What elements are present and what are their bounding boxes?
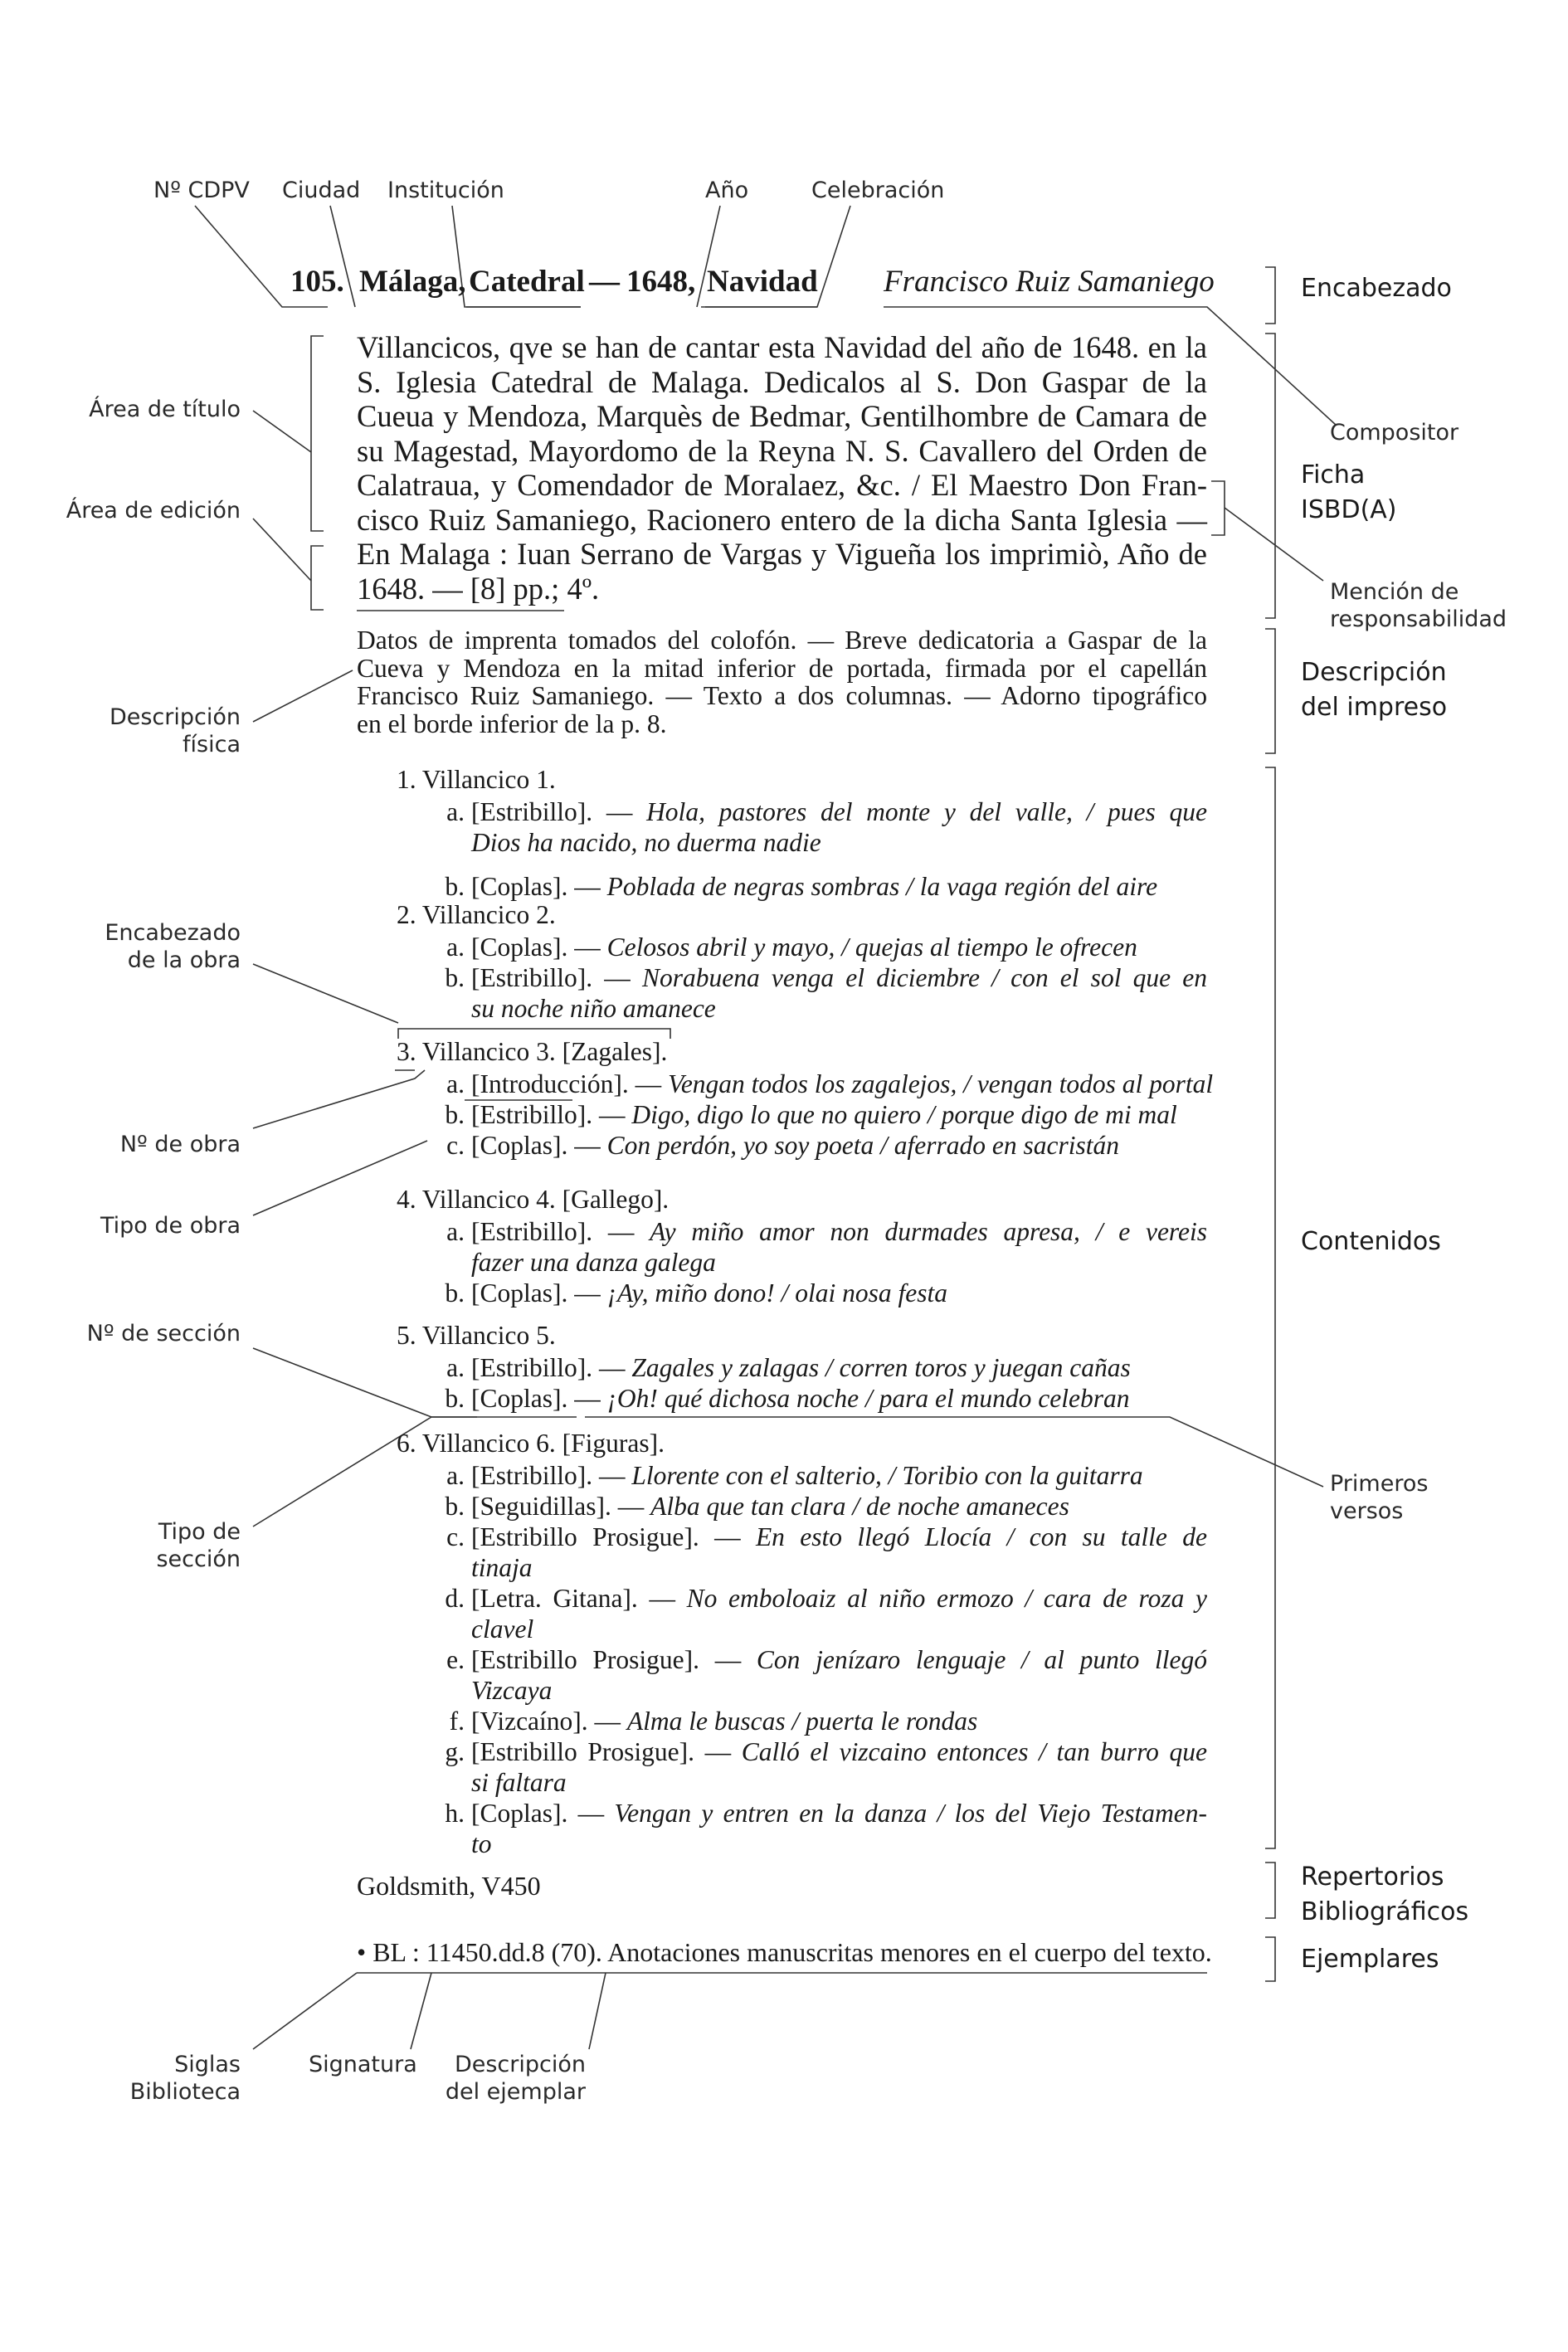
isbd-line: S. Iglesia Catedral de Malaga. Dedicalos al S. Don Gaspar de la: [357, 364, 1207, 399]
isbd-line: En Malaga : Iuan Serrano de Vargas y Vigueña los imprimiò, Año de: [357, 537, 1207, 571]
section-contenidos: Contenidos: [1301, 1227, 1441, 1256]
section-letter: a.: [446, 1217, 465, 1246]
label-mencion-1: Mención de: [1330, 579, 1459, 605]
section-line: [471, 1798, 1207, 1829]
shelfmark: 11450.dd.8 (70).: [426, 1937, 602, 1967]
section-line: [471, 1552, 1207, 1583]
section-type: [Estribillo]. —: [471, 963, 631, 992]
section-item: [431, 962, 1207, 1024]
label-primeros-1: Primeros: [1330, 1471, 1429, 1497]
section-item: [431, 1706, 1207, 1736]
bracket-area-titulo: [311, 336, 324, 531]
connector-signatura: [411, 1973, 431, 2049]
label-primeros-2: versos: [1330, 1498, 1404, 1524]
section-type: [Estribillo Prosigue]. —: [471, 1522, 741, 1551]
physical-line: en el borde inferior de la p. 8.: [357, 709, 667, 738]
first-verse: En esto llegó Llocía / con su talle de: [755, 1522, 1207, 1551]
label-siglas-2: Biblioteca: [129, 2079, 241, 2105]
section-item: [431, 1069, 1214, 1099]
first-verse: Vizcaya: [471, 1676, 553, 1705]
section-letter: h.: [445, 1799, 465, 1828]
label-tipo-obra: Tipo de obra: [100, 1213, 241, 1239]
first-verse: tinaja: [471, 1553, 533, 1582]
first-verse: Alma le buscas / puerta le rondas: [626, 1707, 978, 1736]
section-letter: b.: [445, 1384, 465, 1413]
section-line: [471, 1706, 1207, 1736]
section-item: [431, 1130, 1207, 1161]
first-verse: to: [471, 1829, 492, 1858]
label-desc-fisica-2: física: [183, 732, 241, 757]
section-item: [431, 1099, 1207, 1130]
label-signatura: Signatura: [309, 2052, 417, 2077]
first-verse: Vengan y entren en la danza / los del Viejo Testamen-: [614, 1799, 1207, 1828]
section-line: [471, 1583, 1207, 1614]
label-anio: Año: [705, 178, 749, 203]
section-letter: a.: [446, 1353, 465, 1382]
label-desc-ejemplar-2: del ejemplar: [445, 2079, 586, 2105]
section-repertorios-1: Repertorios: [1301, 1863, 1444, 1892]
first-verse: Ay miño amor non durmades apresa, / e vereis: [650, 1217, 1208, 1246]
section-letter: b.: [445, 872, 465, 901]
section-item: [431, 1460, 1207, 1491]
section-type: [Coplas]. —: [471, 1384, 601, 1413]
connector-area-edicion: [253, 519, 311, 581]
section-type: [Coplas]. —: [471, 1799, 605, 1828]
section-type: [Estribillo Prosigue]. —: [471, 1645, 742, 1674]
first-verse: Con jenízaro lenguaje / al punto llegó: [756, 1645, 1208, 1674]
section-item: [431, 1352, 1207, 1383]
section-line: [471, 1383, 1207, 1414]
section-line: [471, 932, 1207, 962]
first-verse: ¡Ay, miño dono! / olai nosa festa: [606, 1278, 947, 1307]
section-item: [431, 1522, 1207, 1583]
connector-desc-fisica: [253, 670, 353, 722]
section-letter: b.: [445, 1278, 465, 1307]
section-type: [Estribillo]. —: [471, 797, 633, 826]
isbd-line: Calatraua, y Comendador de Moralaez, &c. / El Maestro Don Fran-: [357, 468, 1207, 502]
label-ciudad: Ciudad: [282, 178, 361, 203]
label-enc-obra-2: de la obra: [127, 947, 241, 973]
section-item: [431, 871, 1207, 902]
section-letter: c.: [446, 1131, 465, 1160]
isbd-line: Cueua y Mendoza, Marquès de Bedmar, Gentilhombre de Camara de: [357, 399, 1207, 433]
first-verse: Calló el vizcaino entonces / tan burro que: [741, 1737, 1207, 1766]
label-mencion-2: responsabilidad: [1330, 606, 1507, 632]
section-line: [471, 1278, 1207, 1308]
section-type: [Introducción]. —: [471, 1069, 662, 1098]
header-celebration: Navidad: [707, 265, 818, 299]
header-composer: Francisco Ruiz Samaniego: [884, 265, 1215, 299]
section-type: [Seguidillas]. —: [471, 1492, 645, 1521]
isbd-line: 1648. — [8] pp.; 4º.: [357, 571, 600, 606]
section-letter: b.: [445, 1100, 465, 1129]
section-type: [Estribillo]. —: [471, 1461, 626, 1490]
header-institution: Catedral: [469, 265, 585, 299]
work-heading: 1. Villancico 1.: [397, 765, 556, 794]
isbd-line: Villancicos, qve se han de cantar esta Navidad del año de 1648. en la: [357, 330, 1207, 364]
header-number: 105.: [290, 265, 344, 299]
connector-n-obra: [253, 1070, 425, 1128]
section-type: [Coplas]. —: [471, 1131, 601, 1160]
copy-description: Anotaciones manuscritas menores en el cuerpo del texto.: [607, 1937, 1212, 1967]
first-verse: Con perdón, yo soy poeta / aferrado en sacristán: [606, 1131, 1120, 1160]
section-letter: a.: [446, 797, 465, 826]
section-line: [471, 1099, 1207, 1130]
first-verse: Dios ha nacido, no duerma nadie: [471, 828, 821, 857]
first-verse: su noche niño amanece: [471, 994, 716, 1023]
section-line: [471, 1069, 1214, 1099]
bracket-ficha: [1265, 334, 1275, 618]
section-type: [Coplas]. —: [471, 1278, 601, 1307]
first-verse: Poblada de negras sombras / la vaga región del aire: [606, 872, 1158, 901]
section-letter: c.: [446, 1522, 465, 1551]
section-descripcion-2: del impreso: [1301, 693, 1448, 722]
label-siglas-1: Siglas: [174, 2052, 241, 2077]
first-verse: Digo, digo lo que no quiero / porque digo de mi mal: [631, 1100, 1177, 1129]
section-line: [471, 1614, 1207, 1644]
bracket-ejemplares: [1265, 1937, 1275, 1981]
section-line: [471, 1491, 1207, 1522]
first-verse: si faltara: [471, 1768, 567, 1797]
bracket-descripcion: [1265, 629, 1275, 753]
label-desc-fisica-1: Descripción: [109, 704, 241, 730]
section-line: [471, 962, 1207, 993]
work-heading: 6. Villancico 6. [Figuras].: [397, 1429, 665, 1458]
physical-line: Francisco Ruiz Samaniego. — Texto a dos columnas. — Adorno tipográfico: [357, 681, 1207, 710]
connector-area-titulo: [253, 411, 311, 452]
section-line: [471, 871, 1207, 902]
bracket-encabezado: [1265, 267, 1275, 324]
work-heading: 3. Villancico 3. [Zagales].: [397, 1037, 668, 1066]
first-verse: Alba que tan clara / de noche amaneces: [650, 1492, 1069, 1521]
section-line: [471, 796, 1207, 827]
section-item: [431, 1216, 1207, 1278]
section-encabezado: Encabezado: [1301, 274, 1452, 303]
copy-line: [357, 1937, 1212, 1968]
section-type: [Estribillo Prosigue]. —: [471, 1737, 732, 1766]
section-ficha-2: ISBD(A): [1301, 495, 1397, 524]
first-verse: Vengan todos los zagalejos, / vengan todos al portal: [668, 1069, 1214, 1098]
section-ficha-1: Ficha: [1301, 460, 1366, 489]
section-type: [Estribillo]. —: [471, 1100, 626, 1129]
label-n-obra: Nº de obra: [119, 1132, 241, 1157]
label-compositor: Compositor: [1330, 420, 1459, 446]
section-type: [Vizcaíno]. —: [471, 1707, 621, 1736]
section-descripcion-1: Descripción: [1301, 658, 1447, 687]
section-line: [471, 1352, 1207, 1383]
first-verse: Zagales y zalagas / corren toros y juegan cañas: [631, 1353, 1131, 1382]
header-city: Málaga,: [359, 265, 466, 299]
section-line: [471, 1675, 1207, 1706]
connector-desc-ejemplar: [589, 1973, 606, 2049]
section-line: [471, 1216, 1207, 1247]
section-line: [471, 993, 1207, 1024]
connector-enc-obra: [253, 964, 398, 1023]
section-line: [471, 1130, 1207, 1161]
section-letter: a.: [446, 933, 465, 962]
section-item: [431, 1798, 1207, 1859]
section-type: [Coplas]. —: [471, 933, 601, 962]
section-line: [471, 1829, 1207, 1859]
physical-line: Datos de imprenta tomados del colofón. — Breve dedicatoria a Gaspar de la: [357, 626, 1207, 655]
section-letter: f.: [449, 1707, 465, 1736]
first-verse: Celosos abril y mayo, / quejas al tiempo le ofrecen: [606, 933, 1137, 962]
section-type: [Estribillo]. —: [471, 1217, 635, 1246]
section-ejemplares: Ejemplares: [1301, 1945, 1439, 1974]
first-verse: clavel: [471, 1614, 534, 1643]
first-verse: No emboloaiz al niño ermozo / cara de roza y: [686, 1584, 1208, 1613]
header-year: 1648,: [626, 265, 696, 299]
isbd-line: su Magestad, Mayordomo de la Reyna N. S. Cavallero del Orden de: [357, 433, 1207, 468]
work-heading: 5. Villancico 5.: [397, 1321, 556, 1350]
section-letter: a.: [446, 1461, 465, 1490]
section-item: [431, 1383, 1207, 1414]
isbd-block: [357, 330, 1207, 606]
section-item: [431, 1278, 1207, 1308]
label-tipo-seccion-2: sección: [156, 1546, 241, 1572]
section-item: [431, 1644, 1207, 1706]
section-line: [471, 1644, 1207, 1675]
repertory: Goldsmith, V450: [357, 1871, 541, 1901]
section-line: [471, 827, 1207, 858]
section-letter: g.: [445, 1737, 465, 1766]
isbd-line: cisco Ruiz Samaniego, Racionero entero de la dicha Santa Iglesia —: [357, 502, 1207, 537]
section-item: [431, 932, 1207, 962]
label-area-edicion: Área de edición: [66, 498, 241, 523]
section-line: [471, 1460, 1207, 1491]
section-type: [Coplas]. —: [471, 872, 601, 901]
label-area-titulo: Área de título: [89, 397, 241, 422]
section-letter: d.: [445, 1584, 465, 1613]
bracket-repertorios: [1265, 1863, 1275, 1918]
section-item: [431, 1583, 1207, 1644]
first-verse: Llorente con el salterio, / Toribio con la guitarra: [631, 1461, 1143, 1490]
section-item: [431, 1736, 1207, 1798]
label-institucion: Institución: [387, 178, 504, 203]
section-type: [Letra. Gitana]. —: [471, 1584, 675, 1613]
section-line: [471, 1736, 1207, 1767]
section-letter: b.: [445, 963, 465, 992]
library-siglum: BL :: [373, 1937, 420, 1967]
label-enc-obra-1: Encabezado: [105, 920, 241, 946]
label-n-seccion: Nº de sección: [86, 1321, 241, 1346]
section-item: [431, 1491, 1207, 1522]
bracket-mencion: [1211, 481, 1225, 535]
label-cdpv: Nº CDPV: [153, 178, 250, 203]
work-heading: 2. Villancico 2.: [397, 900, 556, 929]
section-line: [471, 1767, 1207, 1798]
bracket-area-edicion: [311, 546, 324, 610]
bracket-contenidos: [1265, 767, 1275, 1848]
section-item: [431, 796, 1207, 858]
first-verse: Norabuena venga el diciembre / con el sol que en: [641, 963, 1208, 992]
header-dash: —: [589, 265, 620, 299]
label-desc-ejemplar-1: Descripción: [454, 2052, 586, 2077]
section-letter: a.: [446, 1069, 465, 1098]
first-verse: fazer una danza galega: [471, 1248, 716, 1277]
work-heading: 4. Villancico 4. [Gallego].: [397, 1185, 670, 1214]
label-tipo-seccion-1: Tipo de: [158, 1519, 241, 1545]
connector-siglas: [253, 1973, 357, 2049]
section-repertorios-2: Bibliográficos: [1301, 1897, 1469, 1926]
label-celebracion: Celebración: [811, 178, 945, 203]
section-line: [471, 1247, 1207, 1278]
section-line: [471, 1522, 1207, 1552]
section-letter: b.: [445, 1492, 465, 1521]
physical-description: [357, 626, 1207, 738]
first-verse: ¡Oh! qué dichosa noche / para el mundo celebran: [606, 1384, 1130, 1413]
physical-line: Cueva y Mendoza en la mitad inferior de portada, firmada por el capellán: [357, 653, 1207, 683]
first-verse: Hola, pastores del monte y del valle, / pues que: [646, 797, 1208, 826]
section-type: [Estribillo]. —: [471, 1353, 626, 1382]
section-letter: e.: [446, 1645, 465, 1674]
bullet: •: [357, 1937, 367, 1967]
